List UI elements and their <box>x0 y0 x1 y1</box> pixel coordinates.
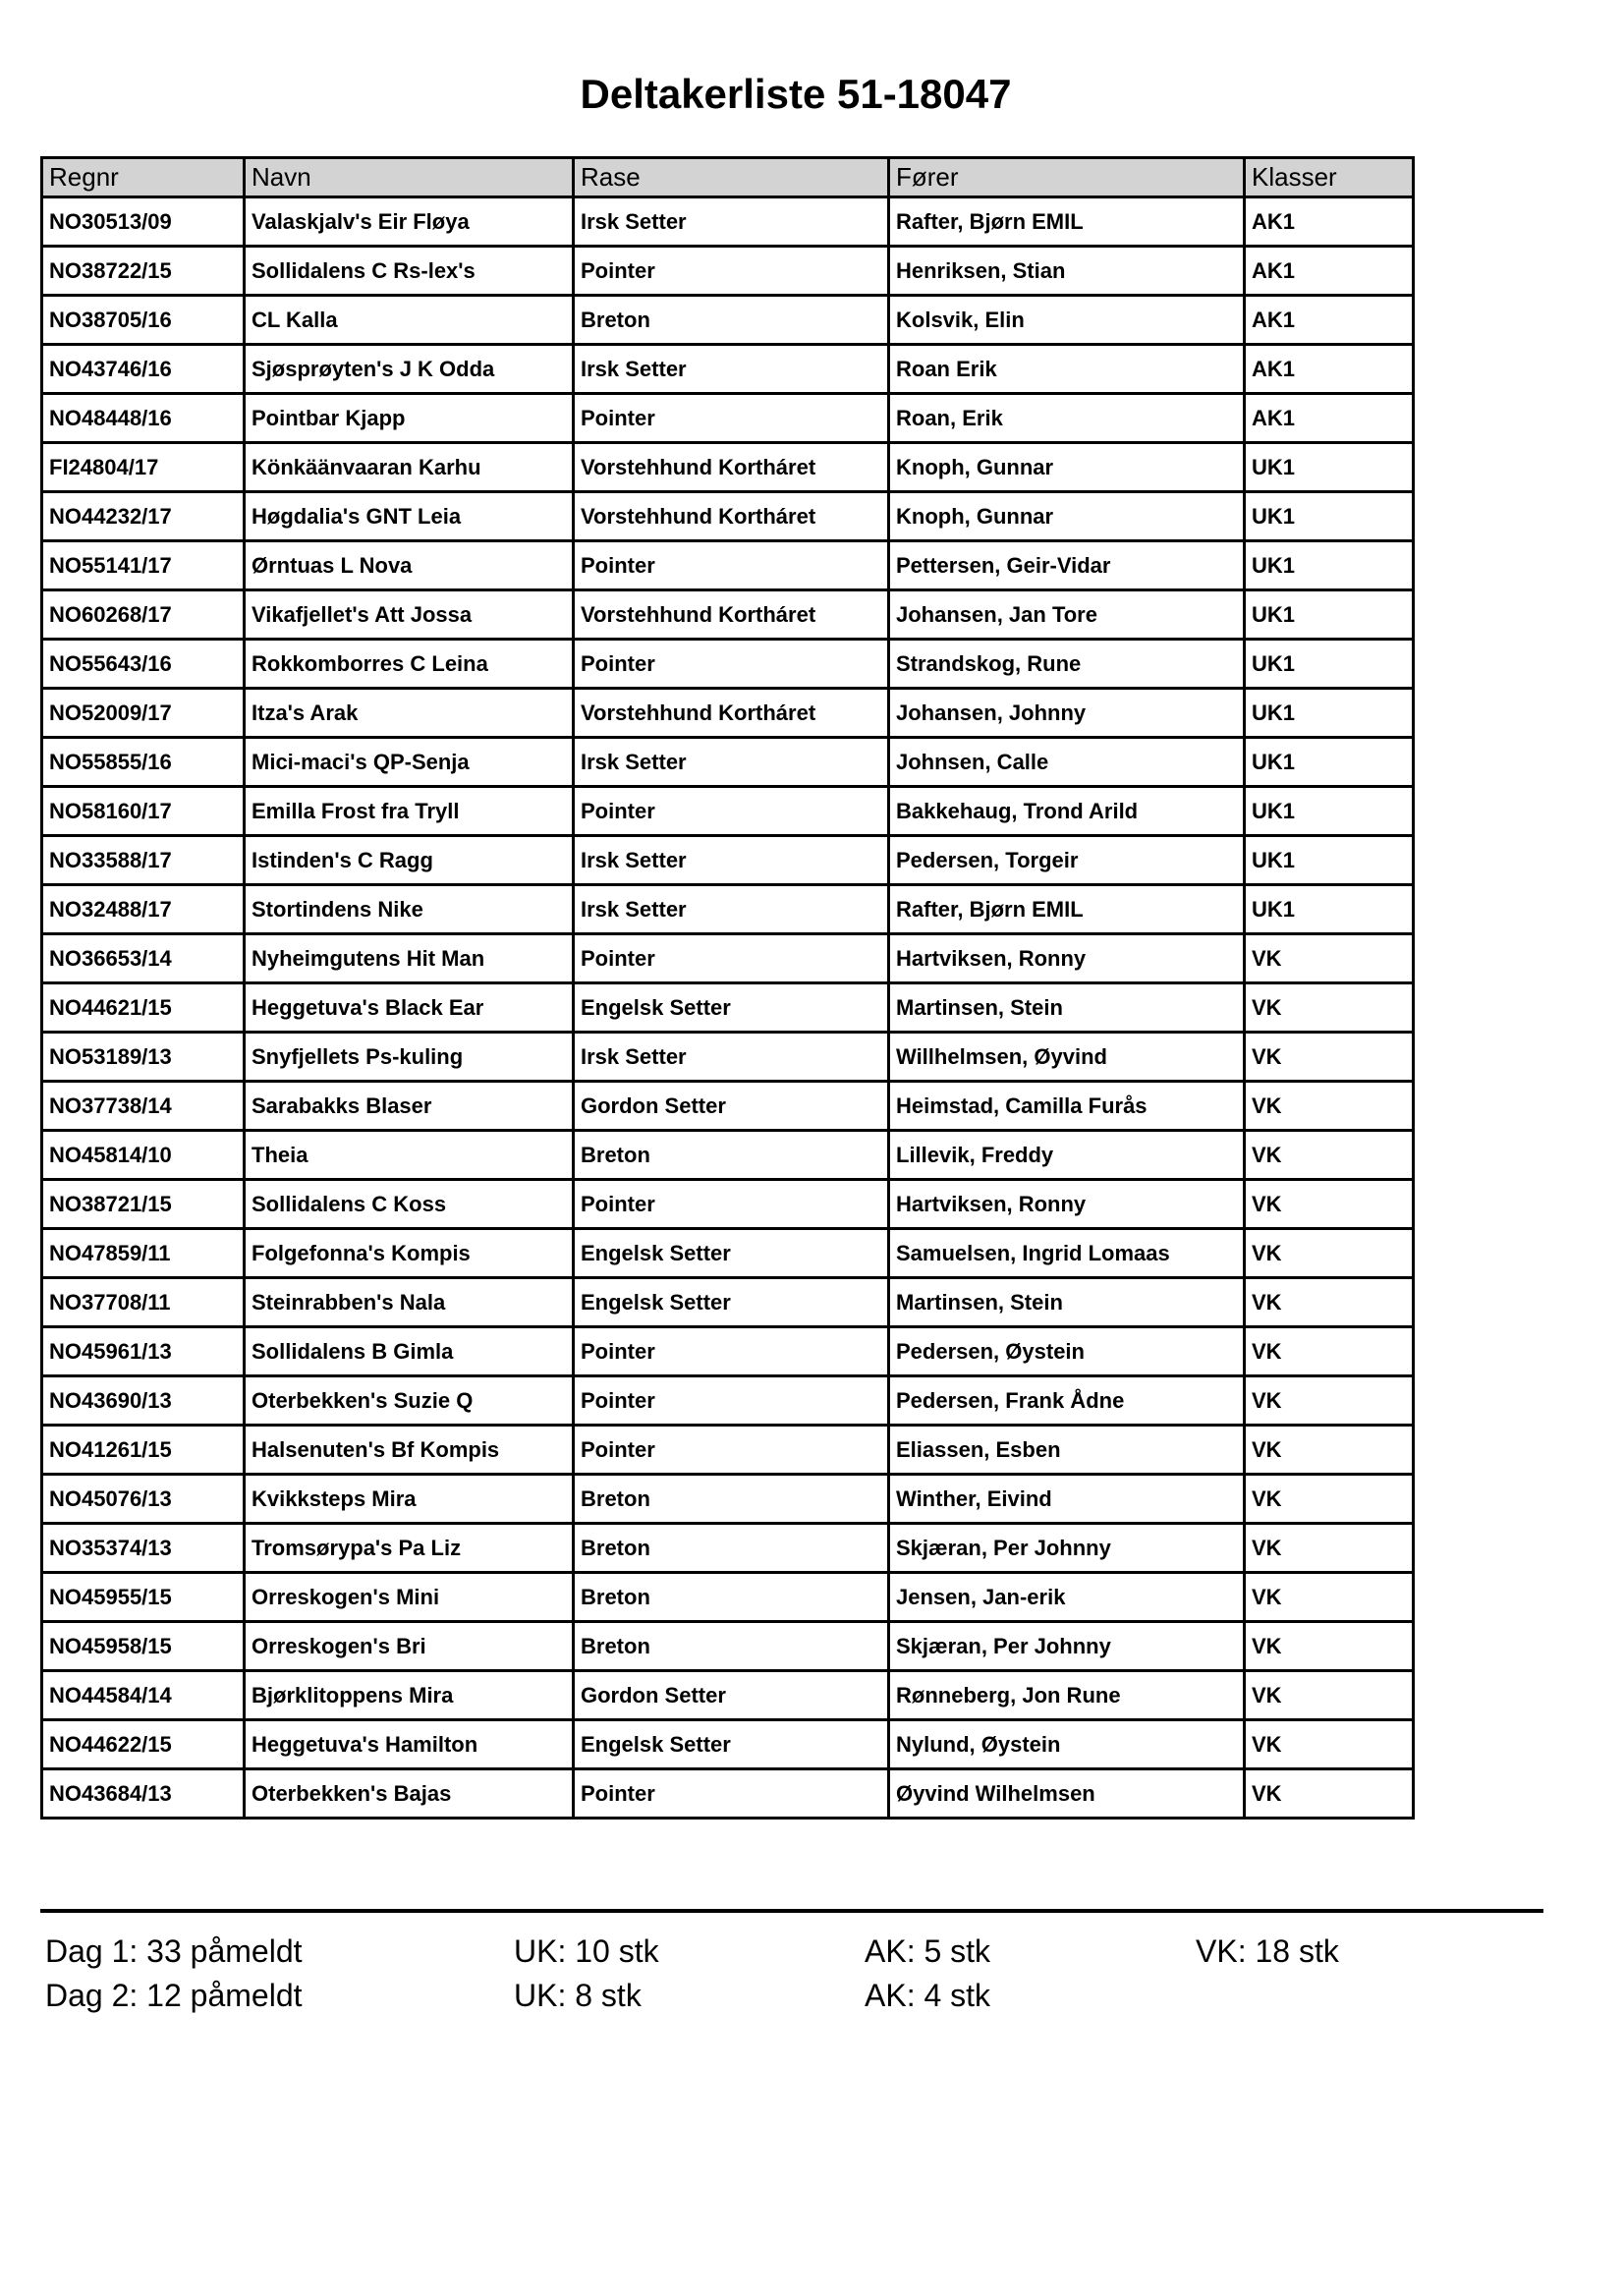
cell-navn: Emilla Frost fra Tryll <box>245 787 574 836</box>
cell-regnr: NO52009/17 <box>42 689 245 738</box>
table-row <box>42 1671 1414 1720</box>
table-row <box>42 1327 1414 1376</box>
cell-forer: Strandskog, Rune <box>889 640 1245 689</box>
cell-klasser: UK1 <box>1245 541 1414 590</box>
cell-navn: Oterbekken's Suzie Q <box>245 1376 574 1426</box>
cell-navn: Snyfjellets Ps-kuling <box>245 1033 574 1082</box>
table-row <box>42 1278 1414 1327</box>
table-row <box>42 1229 1414 1278</box>
cell-rase: Engelsk Setter <box>574 983 889 1033</box>
cell-klasser: VK <box>1245 1376 1414 1426</box>
cell-klasser: UK1 <box>1245 640 1414 689</box>
cell-klasser: UK1 <box>1245 492 1414 541</box>
cell-rase: Breton <box>574 1131 889 1180</box>
cell-forer: Rafter, Bjørn EMIL <box>889 197 1245 247</box>
cell-rase: Breton <box>574 296 889 345</box>
cell-regnr: NO55643/16 <box>42 640 245 689</box>
summary-row-day-1 <box>45 1933 1578 1978</box>
cell-rase: Pointer <box>574 1426 889 1475</box>
cell-klasser: VK <box>1245 1671 1414 1720</box>
cell-regnr: NO48448/16 <box>42 394 245 443</box>
participant-table <box>40 156 1415 1820</box>
table-row <box>42 1180 1414 1229</box>
table-row <box>42 1622 1414 1671</box>
cell-klasser: VK <box>1245 1131 1414 1180</box>
table-row <box>42 1376 1414 1426</box>
table-row <box>42 787 1414 836</box>
table-row <box>42 836 1414 885</box>
cell-navn: Sollidalens C Koss <box>245 1180 574 1229</box>
cell-navn: Sarabakks Blaser <box>245 1082 574 1131</box>
table-row <box>42 1524 1414 1573</box>
cell-regnr: NO38721/15 <box>42 1180 245 1229</box>
cell-forer: Pettersen, Geir-Vidar <box>889 541 1245 590</box>
cell-klasser: VK <box>1245 1769 1414 1819</box>
cell-rase: Pointer <box>574 1327 889 1376</box>
table-row <box>42 1573 1414 1622</box>
cell-klasser: AK1 <box>1245 345 1414 394</box>
table-row <box>42 689 1414 738</box>
table-row <box>42 640 1414 689</box>
cell-klasser: UK1 <box>1245 689 1414 738</box>
cell-rase: Irsk Setter <box>574 1033 889 1082</box>
cell-rase: Engelsk Setter <box>574 1229 889 1278</box>
column-header-regnr: Regnr <box>42 158 245 197</box>
cell-rase: Pointer <box>574 247 889 296</box>
cell-regnr: NO44584/14 <box>42 1671 245 1720</box>
cell-rase: Breton <box>574 1622 889 1671</box>
table-row <box>42 590 1414 640</box>
cell-regnr: NO53189/13 <box>42 1033 245 1082</box>
cell-navn: Mici-maci's QP-Senja <box>245 738 574 787</box>
cell-forer: Rønneberg, Jon Rune <box>889 1671 1245 1720</box>
cell-rase: Irsk Setter <box>574 197 889 247</box>
cell-klasser: UK1 <box>1245 787 1414 836</box>
summary-day-total: Dag 2: 12 påmeldt <box>45 1978 303 2013</box>
cell-navn: Orreskogen's Mini <box>245 1573 574 1622</box>
cell-rase: Irsk Setter <box>574 836 889 885</box>
cell-navn: Folgefonna's Kompis <box>245 1229 574 1278</box>
cell-rase: Engelsk Setter <box>574 1278 889 1327</box>
cell-klasser: VK <box>1245 1475 1414 1524</box>
cell-regnr: NO37708/11 <box>42 1278 245 1327</box>
cell-regnr: NO43746/16 <box>42 345 245 394</box>
cell-rase: Irsk Setter <box>574 885 889 934</box>
cell-forer: Johnsen, Calle <box>889 738 1245 787</box>
cell-klasser: UK1 <box>1245 590 1414 640</box>
cell-forer: Heimstad, Camilla Furås <box>889 1082 1245 1131</box>
cell-navn: Itza's Arak <box>245 689 574 738</box>
table-row <box>42 296 1414 345</box>
cell-rase: Pointer <box>574 1769 889 1819</box>
cell-forer: Skjæran, Per Johnny <box>889 1524 1245 1573</box>
column-header-forer: Fører <box>889 158 1245 197</box>
cell-klasser: UK1 <box>1245 836 1414 885</box>
cell-rase: Irsk Setter <box>574 738 889 787</box>
summary <box>45 1933 1578 2022</box>
cell-forer: Jensen, Jan-erik <box>889 1573 1245 1622</box>
cell-navn: Sollidalens C Rs-lex's <box>245 247 574 296</box>
cell-rase: Breton <box>574 1524 889 1573</box>
table-row <box>42 1131 1414 1180</box>
cell-navn: Valaskjalv's Eir Fløya <box>245 197 574 247</box>
cell-rase: Gordon Setter <box>574 1082 889 1131</box>
column-header-navn: Navn <box>245 158 574 197</box>
cell-rase: Pointer <box>574 1376 889 1426</box>
cell-navn: Halsenuten's Bf Kompis <box>245 1426 574 1475</box>
cell-forer: Pedersen, Frank Ådne <box>889 1376 1245 1426</box>
cell-forer: Nylund, Øystein <box>889 1720 1245 1769</box>
cell-navn: Sjøsprøyten's J K Odda <box>245 345 574 394</box>
table-row <box>42 934 1414 983</box>
cell-rase: Pointer <box>574 541 889 590</box>
cell-forer: Eliassen, Esben <box>889 1426 1245 1475</box>
cell-klasser: UK1 <box>1245 443 1414 492</box>
cell-forer: Øyvind Wilhelmsen <box>889 1769 1245 1819</box>
cell-klasser: AK1 <box>1245 394 1414 443</box>
cell-klasser: VK <box>1245 1720 1414 1769</box>
cell-klasser: UK1 <box>1245 738 1414 787</box>
cell-forer: Henriksen, Stian <box>889 247 1245 296</box>
cell-navn: Theia <box>245 1131 574 1180</box>
summary-row-day-2 <box>45 1978 1578 2022</box>
cell-klasser: VK <box>1245 934 1414 983</box>
cell-rase: Gordon Setter <box>574 1671 889 1720</box>
cell-regnr: NO32488/17 <box>42 885 245 934</box>
cell-regnr: FI24804/17 <box>42 443 245 492</box>
cell-rase: Breton <box>574 1475 889 1524</box>
cell-forer: Johansen, Johnny <box>889 689 1245 738</box>
table-row <box>42 197 1414 247</box>
cell-navn: Kvikksteps Mira <box>245 1475 574 1524</box>
table-row <box>42 443 1414 492</box>
cell-klasser: VK <box>1245 1033 1414 1082</box>
cell-rase: Vorstehhund Kortháret <box>574 590 889 640</box>
cell-navn: Heggetuva's Black Ear <box>245 983 574 1033</box>
cell-regnr: NO45076/13 <box>42 1475 245 1524</box>
cell-forer: Willhelmsen, Øyvind <box>889 1033 1245 1082</box>
cell-regnr: NO35374/13 <box>42 1524 245 1573</box>
cell-klasser: VK <box>1245 1082 1414 1131</box>
cell-forer: Bakkehaug, Trond Arild <box>889 787 1245 836</box>
cell-forer: Martinsen, Stein <box>889 1278 1245 1327</box>
cell-forer: Johansen, Jan Tore <box>889 590 1245 640</box>
cell-regnr: NO58160/17 <box>42 787 245 836</box>
cell-regnr: NO44621/15 <box>42 983 245 1033</box>
cell-regnr: NO60268/17 <box>42 590 245 640</box>
cell-rase: Irsk Setter <box>574 345 889 394</box>
summary-day-total: Dag 1: 33 påmeldt <box>45 1933 303 1969</box>
cell-regnr: NO43684/13 <box>42 1769 245 1819</box>
cell-forer: Samuelsen, Ingrid Lomaas <box>889 1229 1245 1278</box>
cell-navn: CL Kalla <box>245 296 574 345</box>
cell-regnr: NO44232/17 <box>42 492 245 541</box>
cell-klasser: VK <box>1245 1622 1414 1671</box>
table-row <box>42 738 1414 787</box>
cell-forer: Skjæran, Per Johnny <box>889 1622 1245 1671</box>
cell-forer: Pedersen, Torgeir <box>889 836 1245 885</box>
cell-forer: Hartviksen, Ronny <box>889 934 1245 983</box>
summary-uk-count: UK: 10 stk <box>514 1933 659 1969</box>
cell-forer: Knoph, Gunnar <box>889 443 1245 492</box>
cell-navn: Pointbar Kjapp <box>245 394 574 443</box>
cell-regnr: NO41261/15 <box>42 1426 245 1475</box>
table-row <box>42 1720 1414 1769</box>
table-row <box>42 492 1414 541</box>
cell-klasser: UK1 <box>1245 885 1414 934</box>
cell-forer: Kolsvik, Elin <box>889 296 1245 345</box>
column-header-rase: Rase <box>574 158 889 197</box>
cell-klasser: VK <box>1245 1229 1414 1278</box>
cell-forer: Lillevik, Freddy <box>889 1131 1245 1180</box>
cell-rase: Vorstehhund Kortháret <box>574 492 889 541</box>
cell-regnr: NO36653/14 <box>42 934 245 983</box>
cell-rase: Pointer <box>574 787 889 836</box>
cell-klasser: AK1 <box>1245 197 1414 247</box>
table-row <box>42 1426 1414 1475</box>
cell-forer: Roan, Erik <box>889 394 1245 443</box>
cell-klasser: VK <box>1245 1426 1414 1475</box>
cell-regnr: NO45961/13 <box>42 1327 245 1376</box>
table-body <box>42 197 1414 1819</box>
cell-navn: Høgdalia's GNT Leia <box>245 492 574 541</box>
table-row <box>42 1082 1414 1131</box>
cell-regnr: NO37738/14 <box>42 1082 245 1131</box>
cell-klasser: VK <box>1245 1573 1414 1622</box>
column-header-klasser: Klasser <box>1245 158 1414 197</box>
cell-forer: Knoph, Gunnar <box>889 492 1245 541</box>
page-title: Deltakerliste 51-18047 <box>580 71 1012 117</box>
cell-navn: Rokkomborres C Leina <box>245 640 574 689</box>
cell-navn: Stortindens Nike <box>245 885 574 934</box>
cell-rase: Vorstehhund Kortháret <box>574 443 889 492</box>
cell-navn: Könkäänvaaran Karhu <box>245 443 574 492</box>
cell-forer: Roan Erik <box>889 345 1245 394</box>
cell-regnr: NO43690/13 <box>42 1376 245 1426</box>
cell-regnr: NO38722/15 <box>42 247 245 296</box>
cell-rase: Pointer <box>574 934 889 983</box>
table-row <box>42 1769 1414 1819</box>
cell-navn: Bjørklitoppens Mira <box>245 1671 574 1720</box>
cell-regnr: NO33588/17 <box>42 836 245 885</box>
cell-regnr: NO38705/16 <box>42 296 245 345</box>
cell-navn: Steinrabben's Nala <box>245 1278 574 1327</box>
cell-navn: Istinden's C Ragg <box>245 836 574 885</box>
cell-klasser: VK <box>1245 1524 1414 1573</box>
cell-forer: Hartviksen, Ronny <box>889 1180 1245 1229</box>
cell-rase: Engelsk Setter <box>574 1720 889 1769</box>
cell-klasser: VK <box>1245 983 1414 1033</box>
cell-navn: Oterbekken's Bajas <box>245 1769 574 1819</box>
cell-navn: Tromsørypa's Pa Liz <box>245 1524 574 1573</box>
cell-klasser: VK <box>1245 1278 1414 1327</box>
summary-ak-count: AK: 4 stk <box>865 1978 991 2013</box>
cell-forer: Martinsen, Stein <box>889 983 1245 1033</box>
cell-regnr: NO55141/17 <box>42 541 245 590</box>
cell-regnr: NO45958/15 <box>42 1622 245 1671</box>
cell-rase: Vorstehhund Kortháret <box>574 689 889 738</box>
cell-regnr: NO45955/15 <box>42 1573 245 1622</box>
table-row <box>42 885 1414 934</box>
summary-vk-count: VK: 18 stk <box>1196 1933 1339 1969</box>
cell-klasser: AK1 <box>1245 296 1414 345</box>
cell-regnr: NO55855/16 <box>42 738 245 787</box>
cell-forer: Pedersen, Øystein <box>889 1327 1245 1376</box>
cell-navn: Ørntuas L Nova <box>245 541 574 590</box>
cell-regnr: NO47859/11 <box>42 1229 245 1278</box>
header-row <box>42 158 1414 197</box>
cell-klasser: AK1 <box>1245 247 1414 296</box>
cell-navn: Orreskogen's Bri <box>245 1622 574 1671</box>
cell-rase: Breton <box>574 1573 889 1622</box>
cell-regnr: NO44622/15 <box>42 1720 245 1769</box>
cell-klasser: VK <box>1245 1180 1414 1229</box>
cell-navn: Nyheimgutens Hit Man <box>245 934 574 983</box>
table-row <box>42 1033 1414 1082</box>
cell-regnr: NO30513/09 <box>42 197 245 247</box>
table-bottom-rule <box>40 1909 1543 1913</box>
cell-forer: Winther, Eivind <box>889 1475 1245 1524</box>
cell-navn: Vikafjellet's Att Jossa <box>245 590 574 640</box>
cell-rase: Pointer <box>574 394 889 443</box>
cell-rase: Pointer <box>574 1180 889 1229</box>
table-row <box>42 983 1414 1033</box>
table-row <box>42 541 1414 590</box>
summary-uk-count: UK: 8 stk <box>514 1978 642 2013</box>
table-row <box>42 1475 1414 1524</box>
summary-ak-count: AK: 5 stk <box>865 1933 991 1969</box>
cell-rase: Pointer <box>574 640 889 689</box>
cell-regnr: NO45814/10 <box>42 1131 245 1180</box>
table-row <box>42 394 1414 443</box>
table-row <box>42 247 1414 296</box>
table-row <box>42 345 1414 394</box>
cell-navn: Heggetuva's Hamilton <box>245 1720 574 1769</box>
cell-navn: Sollidalens B Gimla <box>245 1327 574 1376</box>
cell-forer: Rafter, Bjørn EMIL <box>889 885 1245 934</box>
cell-klasser: VK <box>1245 1327 1414 1376</box>
